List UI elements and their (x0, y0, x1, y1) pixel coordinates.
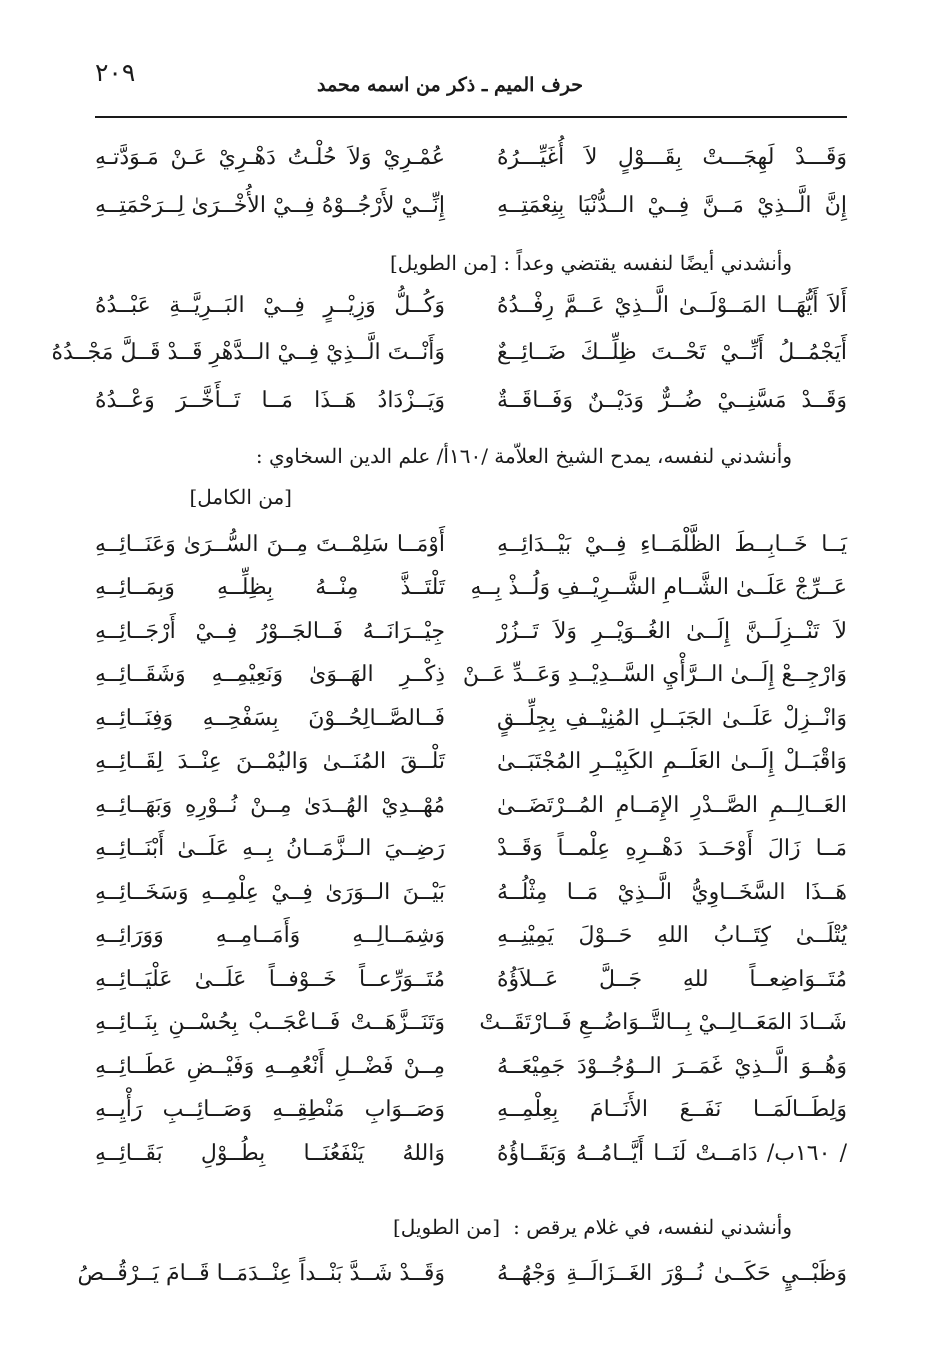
verse (95, 138, 847, 178)
meter-tag: [من الطويل] (393, 1215, 501, 1239)
verse-first-hemistich: أَلاَ أَيُّهَــا المَــوْلَــىٰ الَّــذِيْ عَــمَّ رِفْــدُهُ (497, 293, 847, 318)
verse-second-hemistich: وَشِمَــالِــهِ وَأَمَــامِــهِ وَوَرَائِــهِ (95, 923, 445, 948)
verse (95, 1003, 847, 1043)
verse-first-hemistich: وَارْجِــعْ إِلَــىٰ الــرَّأْيِ السَّــدِيْــدِ وَعَــدِّ عَــنْ (462, 662, 847, 687)
verse-first-hemistich: لاَ تَنْــزِلَــنَّ إِلَــىٰ الغُــوَيْــرِ وَلاَ تَــزُرْ (497, 619, 847, 644)
verse (95, 1134, 847, 1174)
verse-second-hemistich: وَقَــدْ شَــدَّ بَنْــداً عِنْــدَمَــا قَــامَ يَــرْقُــصُ (77, 1261, 445, 1286)
verse (95, 186, 847, 226)
verse-second-hemistich: عُمْـرِيْ وَلاَ حُلْـتُ دَهْـرِيْ عَـنْ مَـوَدَّتـهِ (95, 145, 445, 170)
verse-first-hemistich: وَقَـــدْ لَهِجَـــتْ بِقَـــوْلٍ لاَ أُغَيِّـــرُهُ (497, 145, 847, 170)
verse-first-hemistich: العَــالِــمِ الصَّــدْرِ الإِمَــامِ المُــرْتَضَــىٰ (497, 793, 847, 818)
verse (95, 873, 847, 913)
verse-second-hemistich: جِيْــرَانَــهُ فَــالجَــوْرُ فِــيْ أَرْجَــائِــهِ (95, 619, 445, 644)
verse (95, 742, 847, 782)
verse (95, 1090, 847, 1130)
verse (95, 525, 847, 565)
meter-tag: [من الكامل] (189, 485, 292, 509)
verse-second-hemistich: وَكُــلُّ وَزِيْــرٍ فِــيْ البَــرِيَّــةِ عَبْــدُهُ (95, 293, 445, 318)
verse-first-hemistich: وَظَبْــيٍ حَكَــىٰ نُــوْرَ الغَــزَالَــةِ وَجْهُــهُ (497, 1261, 847, 1286)
verse-first-hemistich: يَــا خَــابِــطَ الظَّلْمَــاءِ فِــيْ بَيْــدَائِــهِ (497, 532, 847, 557)
verse-second-hemistich: إِنِّــيْ لأَرْجُــوْهُ فِــيْ الأُخْــرَىٰ لِــرَحْمَتِــهِ (95, 193, 445, 218)
verse (95, 381, 847, 421)
verse-second-hemistich: مُهْــدِيْ الهُــدَىٰ مِــنْ نُــوْرِهِ وَبَهَــائِــهِ (95, 793, 445, 818)
verse (95, 699, 847, 739)
verse-first-hemistich: مَــا زَالَ أَوْحَــدَ دَهْــرِهِ عِلْمــاً وَقَــدْ (497, 836, 847, 861)
verse-first-hemistich: هَــذَا السَّخَــاوِيُّ الَّــذِيْ مَــا مِثْلُــهُ (497, 880, 847, 905)
verse-first-hemistich: إِنَّ الَّــذِيْ مَــنَّ فِــيْ الــدُّنْيَا بِنِعْمَتِــهِ (497, 193, 847, 218)
verse-second-hemistich: وَتَنَــزَّهَــتْ فَــاعْجَــبْ بِحُسْــنِ بِنَــائِــهِ (95, 1010, 445, 1035)
verse-second-hemistich: فَــالصَّــالِحُــوْنَ بِسَفْحِــهِ وَفِنَــائِــهِ (95, 706, 445, 731)
verse-second-hemistich: مُتَــوَرِّعــاً خَــوْفــاً عَلَــىٰ عَلْيَــائِــهِ (95, 967, 445, 992)
verse (95, 1047, 847, 1087)
verse (95, 568, 847, 608)
poem-body (51, 0, 847, 1369)
verse-second-hemistich: مِــنْ فَضْــلِ أَنْعُمِــهِ وَفَيْــضِ عَطَــائِــهِ (95, 1054, 445, 1079)
section-intro: وأنشدني لنفسه، في غلام يرقص : (513, 1215, 792, 1239)
verse-second-hemistich: وَأَنْــتَ الَّــذِيْ فِــيْ الــدَّهْرِ قَــدْ قَــلَّ مَجْــدُهُ (51, 340, 445, 365)
verse-first-hemistich: وَلِطَــالَمَــا نَفَــعَ الأَنَــامَ بِعِلْمِــهِ (497, 1097, 847, 1122)
verse-first-hemistich: شَــادَ المَعَــالِــيْ بِــالتَّــوَاضُــعِ فَــارْتَقَــتْ (479, 1010, 847, 1035)
verse-first-hemistich: عَــرِّجْ عَلَــىٰ الشَّــامِ الشَّــرِيْــفِ وَلُــذْ بِــهِ (470, 575, 847, 600)
verse-first-hemistich: وَانْــزِلْ عَلَــىٰ الجَبَــلِ المُنِيْــفِ بِجِلِّــقٍ (497, 706, 847, 731)
verse-second-hemistich: تَلْتَــذَّ مِنْــهُ بِظِلِّــهِ وَبِمَــائِــهِ (95, 575, 445, 600)
verse (95, 286, 847, 326)
verse (95, 916, 847, 956)
verse (95, 829, 847, 869)
verse (95, 786, 847, 826)
verse-first-hemistich: وَهُــوَ الَّــذِيْ غَمَــرَ الــوُجُــوْدَ جَمِيْعَــهُ (497, 1054, 847, 1079)
verse-second-hemistich: أَوْمَــا سَلِمْــتَ مِــنَ السُّــرَىٰ وَعَنَــائِــهِ (95, 532, 445, 557)
verse (95, 960, 847, 1000)
verse-first-hemistich: وَاقْبَــلْ إِلَــىٰ العَلَــمِ الكَبِيْــرِ المُجْتَبَــىٰ (497, 749, 847, 774)
verse (95, 655, 847, 695)
verse-first-hemistich: مُتَــوَاضِعــاً للهِ جَــلَّ عَــلاَؤُهُ (497, 967, 847, 992)
verse-second-hemistich: وَيَــزْدَادُ هَــذَا مَــا تَــأَخَّــرَ وَعْــدُهُ (95, 388, 445, 413)
verse (51, 333, 847, 373)
verse-second-hemistich: رَضِــيَ الــزَّمَــانُ بِــهِ عَلَــىٰ أَبْنَــائِــهِ (95, 836, 445, 861)
verse-second-hemistich: تَلْــقَ المُنَــىٰ وَاليُمْــنَ عِنْــدَ لِقَــائِــهِ (95, 749, 445, 774)
running-header: حرف الميم ـ ذكر من اسمه محمد (316, 74, 583, 96)
verse-second-hemistich: ذِكْــرِ الهَــوَىٰ وَنَعِيْمِــهِ وَشَقَــائِــهِ (95, 662, 445, 687)
meter-tag: [من الطويل] (390, 251, 498, 275)
page-number: ٢٠٩ (95, 58, 136, 87)
verse (77, 1254, 847, 1294)
verse-second-hemistich: وَاللهُ يَنْفَعُنَــا بِطُــوْلِ بَقَــائِــهِ (95, 1141, 445, 1166)
verse-first-hemistich: / ١٦٠ب/ دَامَــتْ لَنَــا أَيَّــامُــهُ وَبَقَــاؤُهُ (497, 1141, 847, 1166)
verse-second-hemistich: وَصَــوَابِ مَنْطِقِــهِ وَصَــائِــبِ رَأْيِــهِ (95, 1097, 445, 1122)
section-intro: وأنشدني أيضًا لنفسه يقتضي وعداً : (503, 251, 792, 275)
verse-second-hemistich: بَيْــنَ الــوَرَىٰ فِــيْ عِلْمِــهِ وَسَخَــائِــهِ (95, 880, 445, 905)
verse-first-hemistich: يُتْلَــىٰ كِتَــابُ اللهِ حَــوْلَ يَمِيْنِــهِ (497, 923, 847, 948)
verse (95, 612, 847, 652)
section-intro: وأنشدني لنفسه، يمدح الشيخ العلاّمة /١٦٠أ/ علم الدين السخاوي : (255, 444, 792, 468)
verse-first-hemistich: وَقَــدْ مَسَّنِــيْ ضُــرٌّ وَدَيْــنٌ وَفَــاقَــةٌ (497, 388, 847, 413)
verse-first-hemistich: أَيَجْمُــلُ أَنِّــيْ تَحْــتَ ظِلِّــكَ ضَــائِــعٌ (497, 340, 847, 365)
